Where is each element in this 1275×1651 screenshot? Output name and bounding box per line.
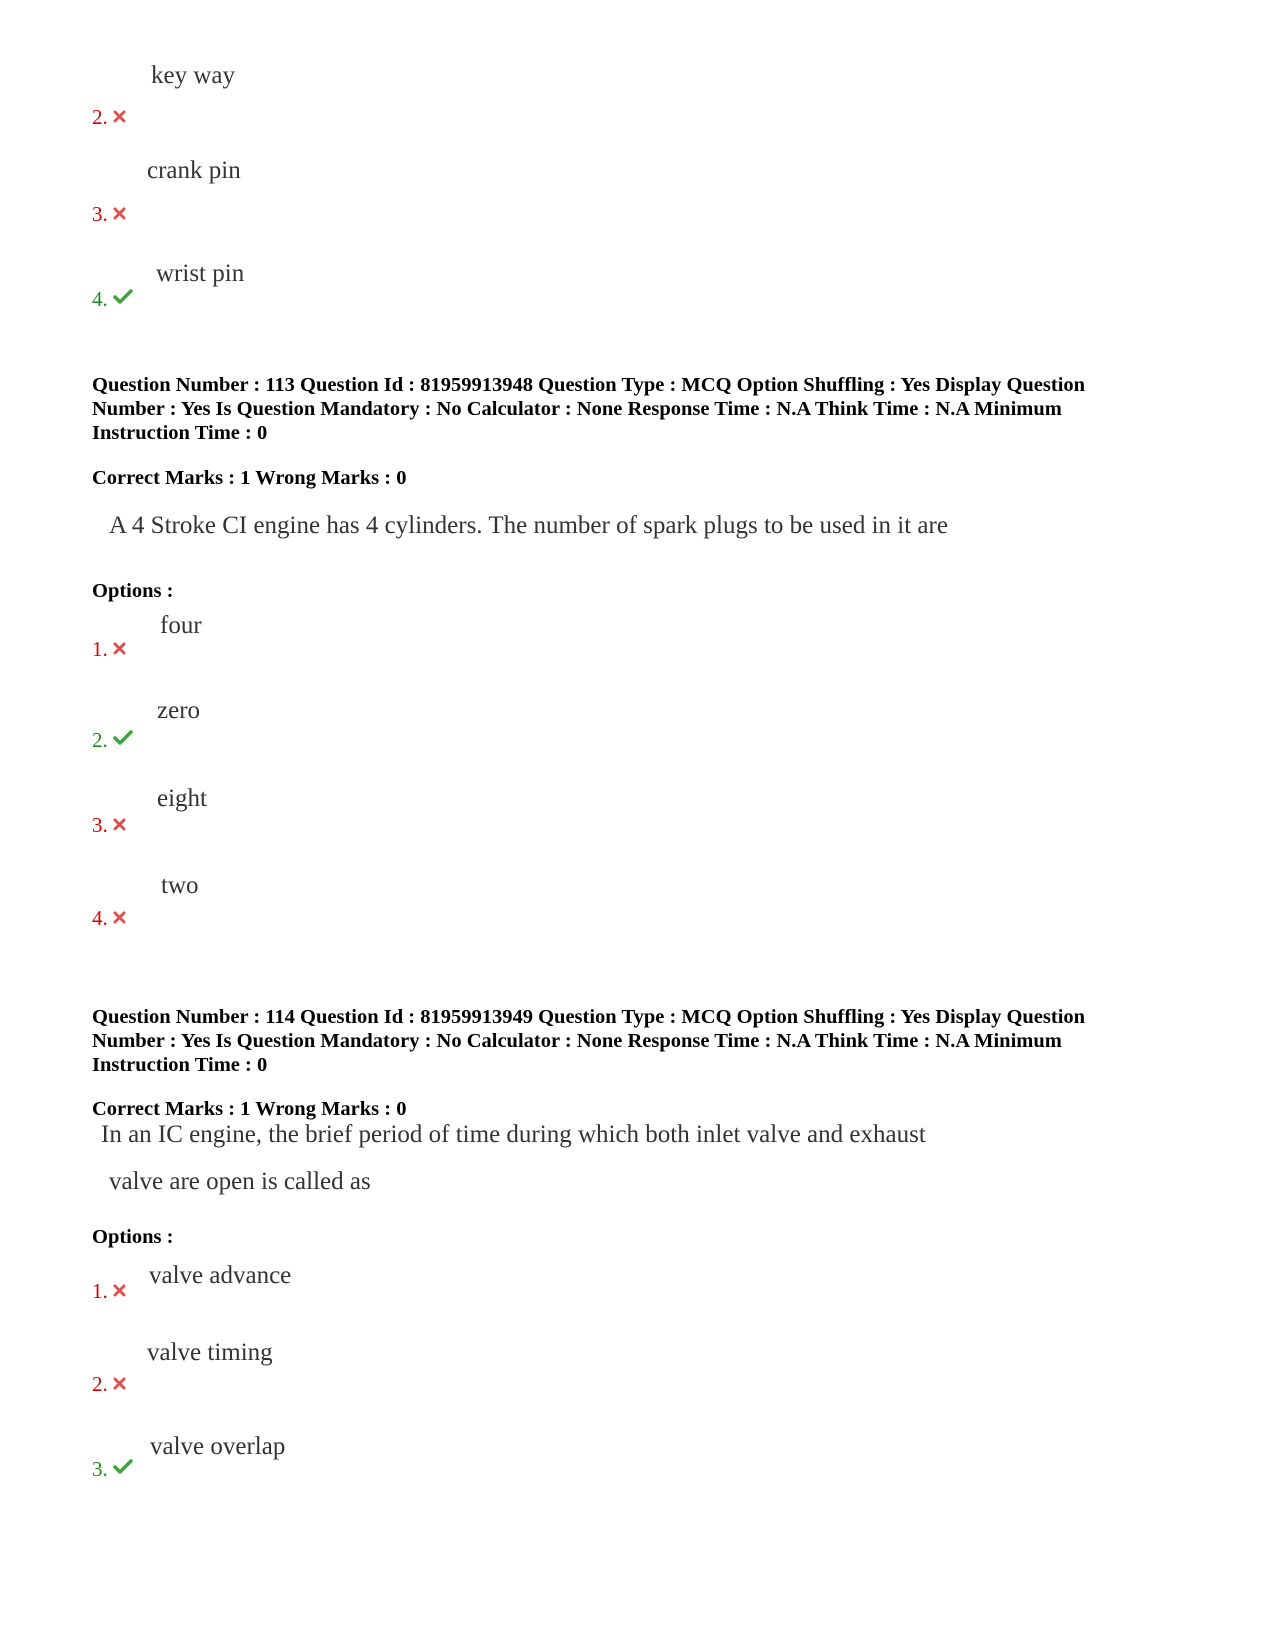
metadata-line: Number : Yes Is Question Mandatory : No Calculator : None Response Time : N.A Think Time : N.A Minimum	[92, 1030, 1062, 1052]
option-number-label: 2.	[92, 728, 108, 752]
question-metadata	[92, 1005, 1212, 1077]
cross-icon	[113, 1371, 126, 1396]
option-number	[92, 727, 133, 753]
option-text: valve overlap	[150, 1433, 286, 1460]
check-icon	[113, 1456, 133, 1481]
marks-line: Correct Marks : 1 Wrong Marks : 0	[92, 1098, 407, 1120]
option-number	[92, 812, 126, 838]
question-text: In an IC engine, the brief period of time during which both inlet valve and exhaust	[101, 1121, 926, 1148]
option-text: four	[160, 612, 202, 639]
option-number-label: 1.	[92, 637, 108, 661]
option-number	[92, 636, 126, 662]
option-number-label: 3.	[92, 813, 108, 837]
metadata-line: Question Number : 113 Question Id : 81959913948 Question Type : MCQ Option Shuffling : Yes Display Question	[92, 374, 1086, 396]
metadata-line: Number : Yes Is Question Mandatory : No Calculator : None Response Time : N.A Think Time : N.A Minimum	[92, 398, 1062, 420]
cross-icon	[113, 201, 126, 226]
check-icon	[113, 286, 133, 311]
option-text: valve timing	[147, 1339, 273, 1366]
option-text: zero	[157, 697, 201, 724]
option-number-label: 4.	[92, 287, 108, 311]
option-number-label: 2.	[92, 1372, 108, 1396]
options-label: Options :	[92, 580, 174, 602]
option-number	[92, 104, 126, 130]
question-metadata	[92, 373, 1212, 445]
option-number-label: 3.	[92, 1457, 108, 1481]
cross-icon	[113, 905, 126, 930]
option-number	[92, 201, 126, 227]
check-icon	[113, 727, 133, 752]
option-number	[92, 1278, 126, 1304]
option-number-label: 3.	[92, 202, 108, 226]
question-text: A 4 Stroke CI engine has 4 cylinders. The number of spark plugs to be used in it are	[109, 512, 948, 539]
options-label: Options :	[92, 1226, 174, 1248]
option-number	[92, 905, 126, 931]
option-number-label: 4.	[92, 906, 108, 930]
metadata-line: Instruction Time : 0	[92, 1054, 268, 1076]
cross-icon	[113, 104, 126, 129]
option-text: crank pin	[147, 157, 241, 184]
question-text: valve are open is called as	[109, 1168, 371, 1195]
cross-icon	[113, 812, 126, 837]
marks-line: Correct Marks : 1 Wrong Marks : 0	[92, 467, 407, 489]
option-number	[92, 1456, 133, 1482]
option-text: eight	[157, 785, 207, 812]
option-number-label: 1.	[92, 1279, 108, 1303]
metadata-line: Question Number : 114 Question Id : 81959913949 Question Type : MCQ Option Shuffling : Yes Display Question	[92, 1006, 1086, 1028]
option-number	[92, 286, 133, 312]
option-number	[92, 1371, 126, 1397]
cross-icon	[113, 1278, 126, 1303]
cross-icon	[113, 636, 126, 661]
option-text: wrist pin	[156, 260, 245, 287]
metadata-line: Instruction Time : 0	[92, 422, 268, 444]
option-number-label: 2.	[92, 105, 108, 129]
option-text: key way	[151, 62, 235, 89]
option-text: two	[161, 872, 199, 899]
option-text: valve advance	[149, 1262, 292, 1289]
